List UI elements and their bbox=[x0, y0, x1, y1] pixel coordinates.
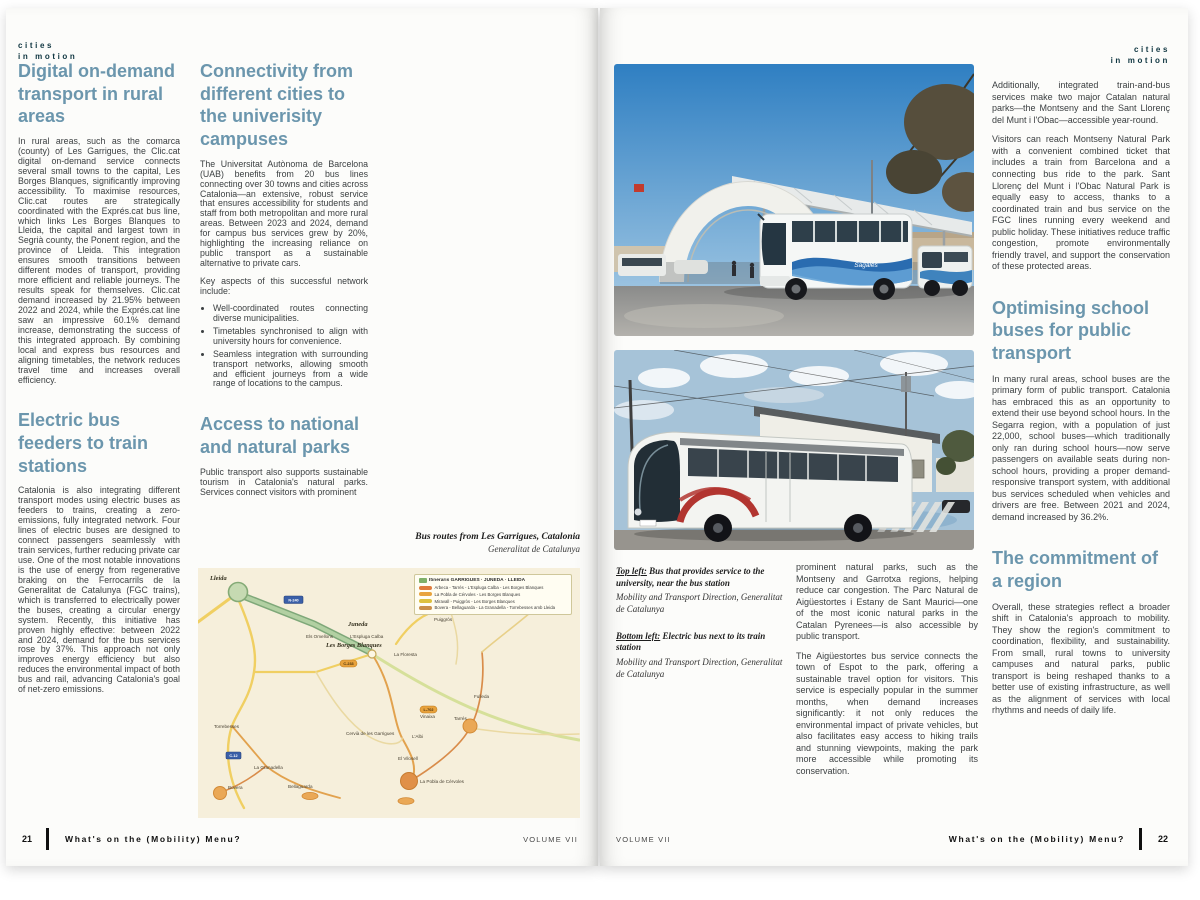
svg-text:La Floresta: La Floresta bbox=[394, 652, 417, 657]
heading-digital-on-demand: Digital on-demand transport in rural areas bbox=[18, 61, 175, 127]
legend-row bbox=[419, 592, 567, 597]
svg-text:Bellaguarda: Bellaguarda bbox=[288, 784, 313, 789]
legend-item-label: Miravall - Puiggròs - Les Borges Blanques bbox=[434, 598, 515, 604]
footer-right bbox=[600, 826, 1188, 852]
footer-divider bbox=[1139, 828, 1142, 850]
legend-item-label: La Pobla de Cérvoles - Les Borges Blanques bbox=[434, 591, 521, 597]
svg-text:L-702: L-702 bbox=[423, 708, 434, 713]
heading-school-buses: Optimising school buses for public transport bbox=[992, 297, 1150, 363]
legend-item-label: Arbeca - Tarrés - L'Espluga Calba - Les Borges Blanques bbox=[434, 585, 544, 590]
map-legend-title bbox=[419, 578, 567, 583]
svg-text:L'Albi: L'Albi bbox=[412, 734, 424, 739]
left-column-1 bbox=[18, 60, 180, 695]
svg-text:Lleida: Lleida bbox=[210, 575, 227, 582]
footer-title: What's on the (Mobility) Menu? bbox=[948, 834, 1125, 844]
body-natural-parks-intro: Additionally, integrated train-and-bus services make two major Catalan natural parks—the Montseny and the Sant Llorenç del Munt i l'Obac—accessible year-round. bbox=[992, 80, 1170, 125]
svg-text:Les Borges Blanques: Les Borges Blanques bbox=[326, 642, 382, 649]
footer-left bbox=[6, 826, 598, 852]
body-parks-continued: prominent natural parks, such as the Montseny and Garrotxa regions, helping reduce car congestion. The Parc Natural de Aigüestortes i Estany de Sant Maurici—one of the most iconic natural parks in the Catalan Pyrenees—is also accessible by public transport. bbox=[796, 562, 978, 642]
svg-text:Fulleda: Fulleda bbox=[474, 694, 490, 699]
map-caption bbox=[280, 532, 580, 554]
svg-text:Juneda: Juneda bbox=[348, 621, 368, 628]
key-aspects-list bbox=[213, 304, 368, 390]
body-parks-access: Public transport also supports sustainable tourism in Catalonia's natural parks. Services connect visitors with prominent bbox=[200, 466, 368, 497]
logo-line2: in motion bbox=[1110, 56, 1170, 66]
body-key-aspects-intro: Key aspects of this successful network include: bbox=[200, 276, 368, 296]
bus-routes-map bbox=[198, 568, 580, 818]
svg-text:Torrebesses: Torrebesses bbox=[214, 724, 240, 729]
logo-line2: in motion bbox=[18, 52, 78, 62]
volume-label: VOLUME VII bbox=[523, 834, 578, 844]
legend-item-label: Bovera - Bellaguarda - La Granadella - Torrebesses amb Lleida bbox=[434, 605, 556, 611]
logo-line1: cities bbox=[18, 41, 55, 50]
caption-label: Top left: bbox=[616, 566, 647, 576]
caption-credit: Mobility and Transport Direction, Generalitat de Catalunya bbox=[616, 657, 783, 679]
page-left bbox=[6, 8, 598, 866]
caption-text: Electric bus next to its train station bbox=[616, 630, 766, 653]
list-item: • Well-coordinated routes connecting diverse municipalities. bbox=[213, 304, 368, 324]
route-color-swatch bbox=[419, 606, 432, 610]
svg-text:Vinaixa: Vinaixa bbox=[420, 714, 435, 719]
second-bus bbox=[918, 246, 972, 296]
page-number: 22 bbox=[1157, 834, 1168, 844]
footer-divider bbox=[46, 828, 49, 850]
heading-electric-feeders: Electric bus feeders to train stations bbox=[18, 410, 149, 476]
svg-text:C-12: C-12 bbox=[229, 754, 238, 759]
bus-brand-text: Sagalés bbox=[854, 262, 878, 269]
logo-line1: cities bbox=[1133, 45, 1170, 54]
svg-text:Puiggròs: Puiggròs bbox=[434, 617, 453, 622]
page-right bbox=[600, 8, 1188, 866]
heading-parks-access: Access to national and natural parks bbox=[200, 414, 360, 458]
page-number: 21 bbox=[22, 834, 33, 844]
caption-top-left bbox=[616, 566, 786, 616]
map-caption-credit: Generalitat de Catalunya bbox=[488, 544, 580, 554]
bus-network-icon bbox=[419, 578, 427, 583]
svg-text:Bovera: Bovera bbox=[228, 785, 243, 790]
body-electric-feeders: Catalonia is also integrating different transport modes using electric buses as feeders to trains, creating a zero-emissions, fully integrated network. Four lines of electric buses are designed to connect passengers seamlessly with train services, further reducing private car use. One of the most notable innovations is the use of energy from regenerative braking on the Ferrocarrils de la Generalitat de Catalunya (FGC trains), which is transferred to electrically power the buses, creating a circular energy system. Recently, this initiative has proven highly effective: between 2022 and 2024, demand for the bus services rose by 37%. This approach not only improves energy efficiency but also reduces the environmental impact of both bus and rail, advancing Catalonia's goal of net-zero emissions. bbox=[18, 485, 180, 695]
route-color-swatch bbox=[419, 592, 432, 596]
caption-text: Bus that provides service to the university, near the bus station bbox=[616, 566, 765, 588]
heading-connectivity: Connectivity from different cities to the univerisity campuses bbox=[200, 61, 354, 150]
svg-text:La Granadella: La Granadella bbox=[254, 765, 283, 770]
svg-text:Cervià de les Garrigues: Cervià de les Garrigues bbox=[346, 731, 395, 736]
legend-row bbox=[419, 585, 567, 590]
route-color-swatch bbox=[419, 599, 432, 603]
svg-text:N-240: N-240 bbox=[288, 598, 299, 603]
svg-text:C-233: C-233 bbox=[343, 662, 354, 667]
heading-commitment: The commitment of a region bbox=[992, 548, 1159, 592]
left-column-2 bbox=[200, 60, 368, 498]
footer-title: What's on the (Mobility) Menu? bbox=[65, 834, 242, 844]
legend-row bbox=[419, 605, 567, 610]
electric-bus bbox=[628, 432, 914, 542]
caption-label: Bottom left: bbox=[616, 630, 661, 641]
body-montseny: Visitors can reach Montseny Natural Park with a convenient combined ticket that includes a train from Barcelona and a connecting bus ride to the park. Sant Llorenç del Munt i l'Obac Natural Park is equally easy to access, thanks to a coordinated train and bus service on the FGC lines running every weekend and public holiday. These initiatives reduce traffic congestion, promote environmentally friendly travel, and support the conservation of these protected areas. bbox=[992, 134, 1170, 272]
right-middle-column bbox=[796, 562, 978, 777]
body-school-buses: In many rural areas, school buses are the primary form of public transport. Catalonia has embraced this as an opportunity to extend their use beyond school hours. In the Segarra region, with a population of just 22,000, school buses—which traditionally only ran during school hours—now serve passengers on available seats during non-school hours, providing a proper demand-responsive transport system, with additional bus services scheduled when vehicles and drivers are free. Between 2021 and 2024, demand increased by 36.2%. bbox=[992, 373, 1170, 522]
caption-credit: Mobility and Transport Direction, Generalitat de Catalunya bbox=[616, 592, 783, 615]
map-legend bbox=[414, 574, 572, 615]
publication-logo-right bbox=[992, 44, 1170, 66]
body-connectivity: The Universitat Autònoma de Barcelona (UAB) benefits from 20 bus lines connecting over 30 towns and cities across Catalonia—an extensive, robust service that ensures accessibility for students and staff from both metropolitan and more rural areas. Between 2023 and 2024, demand for campus bus services grew by 20%, highlighting the increasing reliance on public transport as a sustainable alternative to private cars. bbox=[200, 158, 368, 269]
caption-bottom-left bbox=[616, 631, 786, 681]
svg-text:Tarrés: Tarrés bbox=[454, 716, 467, 721]
svg-text:Els Omellons: Els Omellons bbox=[306, 634, 334, 639]
bus-station-photo bbox=[614, 64, 974, 336]
right-column bbox=[992, 44, 1170, 717]
list-item: • Seamless integration with surrounding transport networks, allowing smooth and efficient journeys from a wide range of locations to the campus. bbox=[213, 350, 368, 390]
body-digital-on-demand: In rural areas, such as the comarca (county) of Les Garrigues, the Clic.cat digital on-demand service connects several small towns to the capital, Les Borges Blanques, significantly improving accessibility. To maximise resources, Clic.cat routes are strategically coordinated with the Exprés.cat bus line, which links Les Borges Blanques to Lleida, the capital and largest town in Segrià county, the Ponent region, and the province of Lleida. This integration ensures smooth transitions between different modes of transport, providing more efficient and reliable journeys. The results speak for themselves. Clic.cat demand increased by 21.95% between 2022 and 2024, while the Exprés.cat line saw an impressive 60.1% demand increase, demonstrating the success of this integrated approach. By combining local and express bus resources and aligning timetables, the network reduces travel time and increases overall efficiency. bbox=[18, 136, 180, 385]
svg-text:El Vilosell: El Vilosell bbox=[398, 756, 418, 761]
coach-bus bbox=[758, 214, 912, 300]
body-commitment: Overall, these strategies reflect a broader shift in Catalonia's approach to mobility. They show the region's commitment to coordination, flexibility, and sustainability. From small, rural towns to university campuses and natural parks, public transport is being reshaped thanks to a better use of existing infrastructure, as well as the alignment of services with local rhythms and needs of daily life. bbox=[992, 601, 1170, 716]
photo-captions-column bbox=[616, 566, 786, 696]
list-item: • Timetables synchronised to align with university hours for convenience. bbox=[213, 327, 368, 347]
svg-text:La Pobla de Cérvoles: La Pobla de Cérvoles bbox=[420, 779, 464, 784]
electric-bus-photo bbox=[614, 350, 974, 550]
volume-label: VOLUME VII bbox=[616, 834, 671, 844]
map-caption-title: Bus routes from Les Garrigues, Catalonia bbox=[415, 532, 580, 542]
route-color-swatch bbox=[419, 586, 432, 590]
legend-title-text: Itineraris GARRIGUES · JUNEDA · LLEIDA bbox=[429, 578, 526, 583]
body-aiguestortes: The Aigüestortes bus service connects the town of Espot to the park, offering a sustainable travel option for visitors. This service is especially popular in the summer months, when demand increases significantly: it not only reduces the environmental impact of private vehicles, but also facilitates easy access to hiking trails and stunning viewpoints, making the park more accessible while promoting its conservation. bbox=[796, 650, 978, 776]
legend-row bbox=[419, 599, 567, 604]
svg-text:L'Espluga Calba: L'Espluga Calba bbox=[350, 634, 384, 639]
